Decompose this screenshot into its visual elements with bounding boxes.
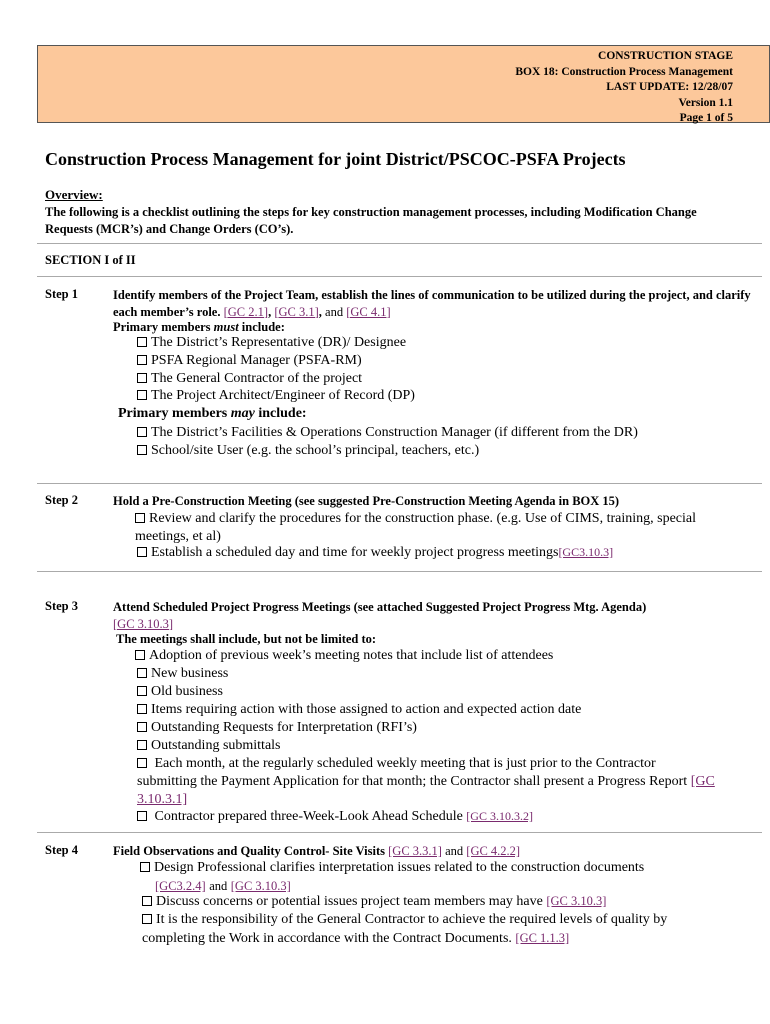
checklist-item: The District’s Representative (DR)/ Designee <box>137 335 406 351</box>
checklist-item: PSFA Regional Manager (PSFA-RM) <box>137 353 362 369</box>
step-4-label: Step 4 <box>45 843 78 857</box>
checkbox[interactable] <box>137 547 147 557</box>
checklist-item: New business <box>137 666 228 682</box>
checkbox[interactable] <box>140 862 150 872</box>
checklist-item: Discuss concerns or potential issues project team members may have [GC 3.10.3] <box>142 894 606 910</box>
header-version: Version 1.1 <box>678 96 733 109</box>
checklist-item: Old business <box>137 684 223 700</box>
checklist-item: Items requiring action with those assigned to action and expected action date <box>137 702 581 718</box>
ref-link[interactable]: [GC 3.10.3] <box>230 879 291 893</box>
checkbox[interactable] <box>135 513 145 523</box>
header-box-number: BOX 18: Construction Process Management <box>515 65 733 78</box>
checklist-item: Establish a scheduled day and time for weekly project progress meetings[GC3.10.3] <box>137 545 613 561</box>
checkbox[interactable] <box>137 704 147 714</box>
checkbox[interactable] <box>142 914 152 924</box>
checklist-item: Outstanding submittals <box>137 738 281 754</box>
checkbox[interactable] <box>135 650 145 660</box>
overview-text: The following is a checklist outlining the steps for key construction management processes, including Modification Change Requests (MCR’s) and Change Orders (CO’s). <box>45 205 697 236</box>
step-1-label: Step 1 <box>45 287 78 301</box>
divider <box>37 571 762 572</box>
divider <box>37 483 762 484</box>
checkbox[interactable] <box>137 390 147 400</box>
divider <box>37 243 762 244</box>
checkbox[interactable] <box>137 668 147 678</box>
checklist-item: Each month, at the regularly scheduled weekly meeting that is just prior to the Contractor submitting the Payment Application for that month; the Contractor shall present a Progress Report [GC 3.10.3.1] <box>137 756 715 807</box>
checklist-item: Review and clarify the procedures for the construction phase. (e.g. Use of CIMS, training, special meetings, et al) <box>135 511 696 544</box>
checkbox[interactable] <box>137 427 147 437</box>
checklist-item: The Project Architect/Engineer of Record (DP) <box>137 388 415 404</box>
checklist-item: Design Professional clarifies interpretation issues related to the construction documents [GC3.2.4] and [GC 3.10.3] <box>140 859 740 896</box>
divider <box>37 832 762 833</box>
ref-link[interactable]: [GC 3.10.3.1] <box>137 774 715 807</box>
step-1-heading: Identify members of the Project Team, establish the lines of communication to be utilized during the project, and clarify each member’s role. [GC 2.1], [GC 3.1], and [GC 4.1] <box>113 288 751 319</box>
checkbox[interactable] <box>137 337 147 347</box>
ref-link[interactable]: [GC3.2.4] <box>155 879 206 893</box>
ref-link[interactable]: [GC 1.1.3] <box>515 931 570 945</box>
checklist-item: Contractor prepared three-Week-Look Ahead Schedule [GC 3.10.3.2] <box>137 809 533 825</box>
checkbox[interactable] <box>137 445 147 455</box>
step-3-label: Step 3 <box>45 599 78 613</box>
checklist-item: The General Contractor of the project <box>137 371 362 387</box>
checkbox[interactable] <box>142 896 152 906</box>
ref-link[interactable]: [GC 3.10.3.2] <box>466 809 533 823</box>
ref-link[interactable]: [GC3.10.3] <box>558 545 614 559</box>
step-2-label: Step 2 <box>45 493 78 507</box>
ref-link[interactable]: [GC 3.10.3] <box>113 616 174 631</box>
header-page: Page 1 of 5 <box>679 112 733 124</box>
checklist-item: Outstanding Requests for Interpretation (RFI’s) <box>137 720 417 736</box>
ref-link[interactable]: [GC 4.2.2] <box>466 844 521 858</box>
must-include-label: Primary members must include: <box>113 320 285 334</box>
ref-link[interactable]: [GC 2.1] <box>223 304 269 319</box>
checkbox[interactable] <box>137 355 147 365</box>
ref-link[interactable]: [GC 3.1] <box>274 304 319 319</box>
checklist-item: School/site User (e.g. the school’s principal, teachers, etc.) <box>137 443 479 459</box>
header-last-update: LAST UPDATE: 12/28/07 <box>606 81 733 93</box>
overview-heading: Overview: <box>45 187 103 202</box>
header-stage: CONSTRUCTION STAGE <box>598 50 733 62</box>
checklist-item: Adoption of previous week’s meeting notes that include list of attendees <box>135 648 553 664</box>
ref-link[interactable]: [GC 3.3.1] <box>388 844 442 858</box>
may-include-label: Primary members may include: <box>118 406 307 421</box>
step-3-heading: Attend Scheduled Project Progress Meetings (see attached Suggested Project Progress Mtg. Agenda) [GC 3.10.3] <box>113 600 647 631</box>
divider <box>37 276 762 277</box>
checklist-item: It is the responsibility of the General Contractor to achieve the required levels of quality by completing the Work in accordance with the Contract Documents. [GC 1.1.3] <box>142 912 668 946</box>
step-4-heading: Field Observations and Quality Control- Site Visits [GC 3.3.1] and [GC 4.2.2] <box>113 844 521 858</box>
checkbox[interactable] <box>137 722 147 732</box>
step-3-subheading: The meetings shall include, but not be limited to: <box>116 632 377 646</box>
header-box <box>37 45 770 123</box>
checkbox[interactable] <box>137 758 147 768</box>
checkbox[interactable] <box>137 686 147 696</box>
step-2-heading: Hold a Pre-Construction Meeting (see suggested Pre-Construction Meeting Agenda in BOX 15) <box>113 494 620 508</box>
page-title: Construction Process Management for joint District/PSCOC-PSFA Projects <box>45 149 626 169</box>
ref-link[interactable]: [GC 4.1] <box>346 304 391 319</box>
checkbox[interactable] <box>137 811 147 821</box>
checklist-item: The District’s Facilities & Operations Construction Manager (if different from the DR) <box>137 425 638 441</box>
ref-link[interactable]: [GC 3.10.3] <box>546 894 607 908</box>
section-label: SECTION I of II <box>45 253 136 267</box>
checkbox[interactable] <box>137 740 147 750</box>
checkbox[interactable] <box>137 373 147 383</box>
